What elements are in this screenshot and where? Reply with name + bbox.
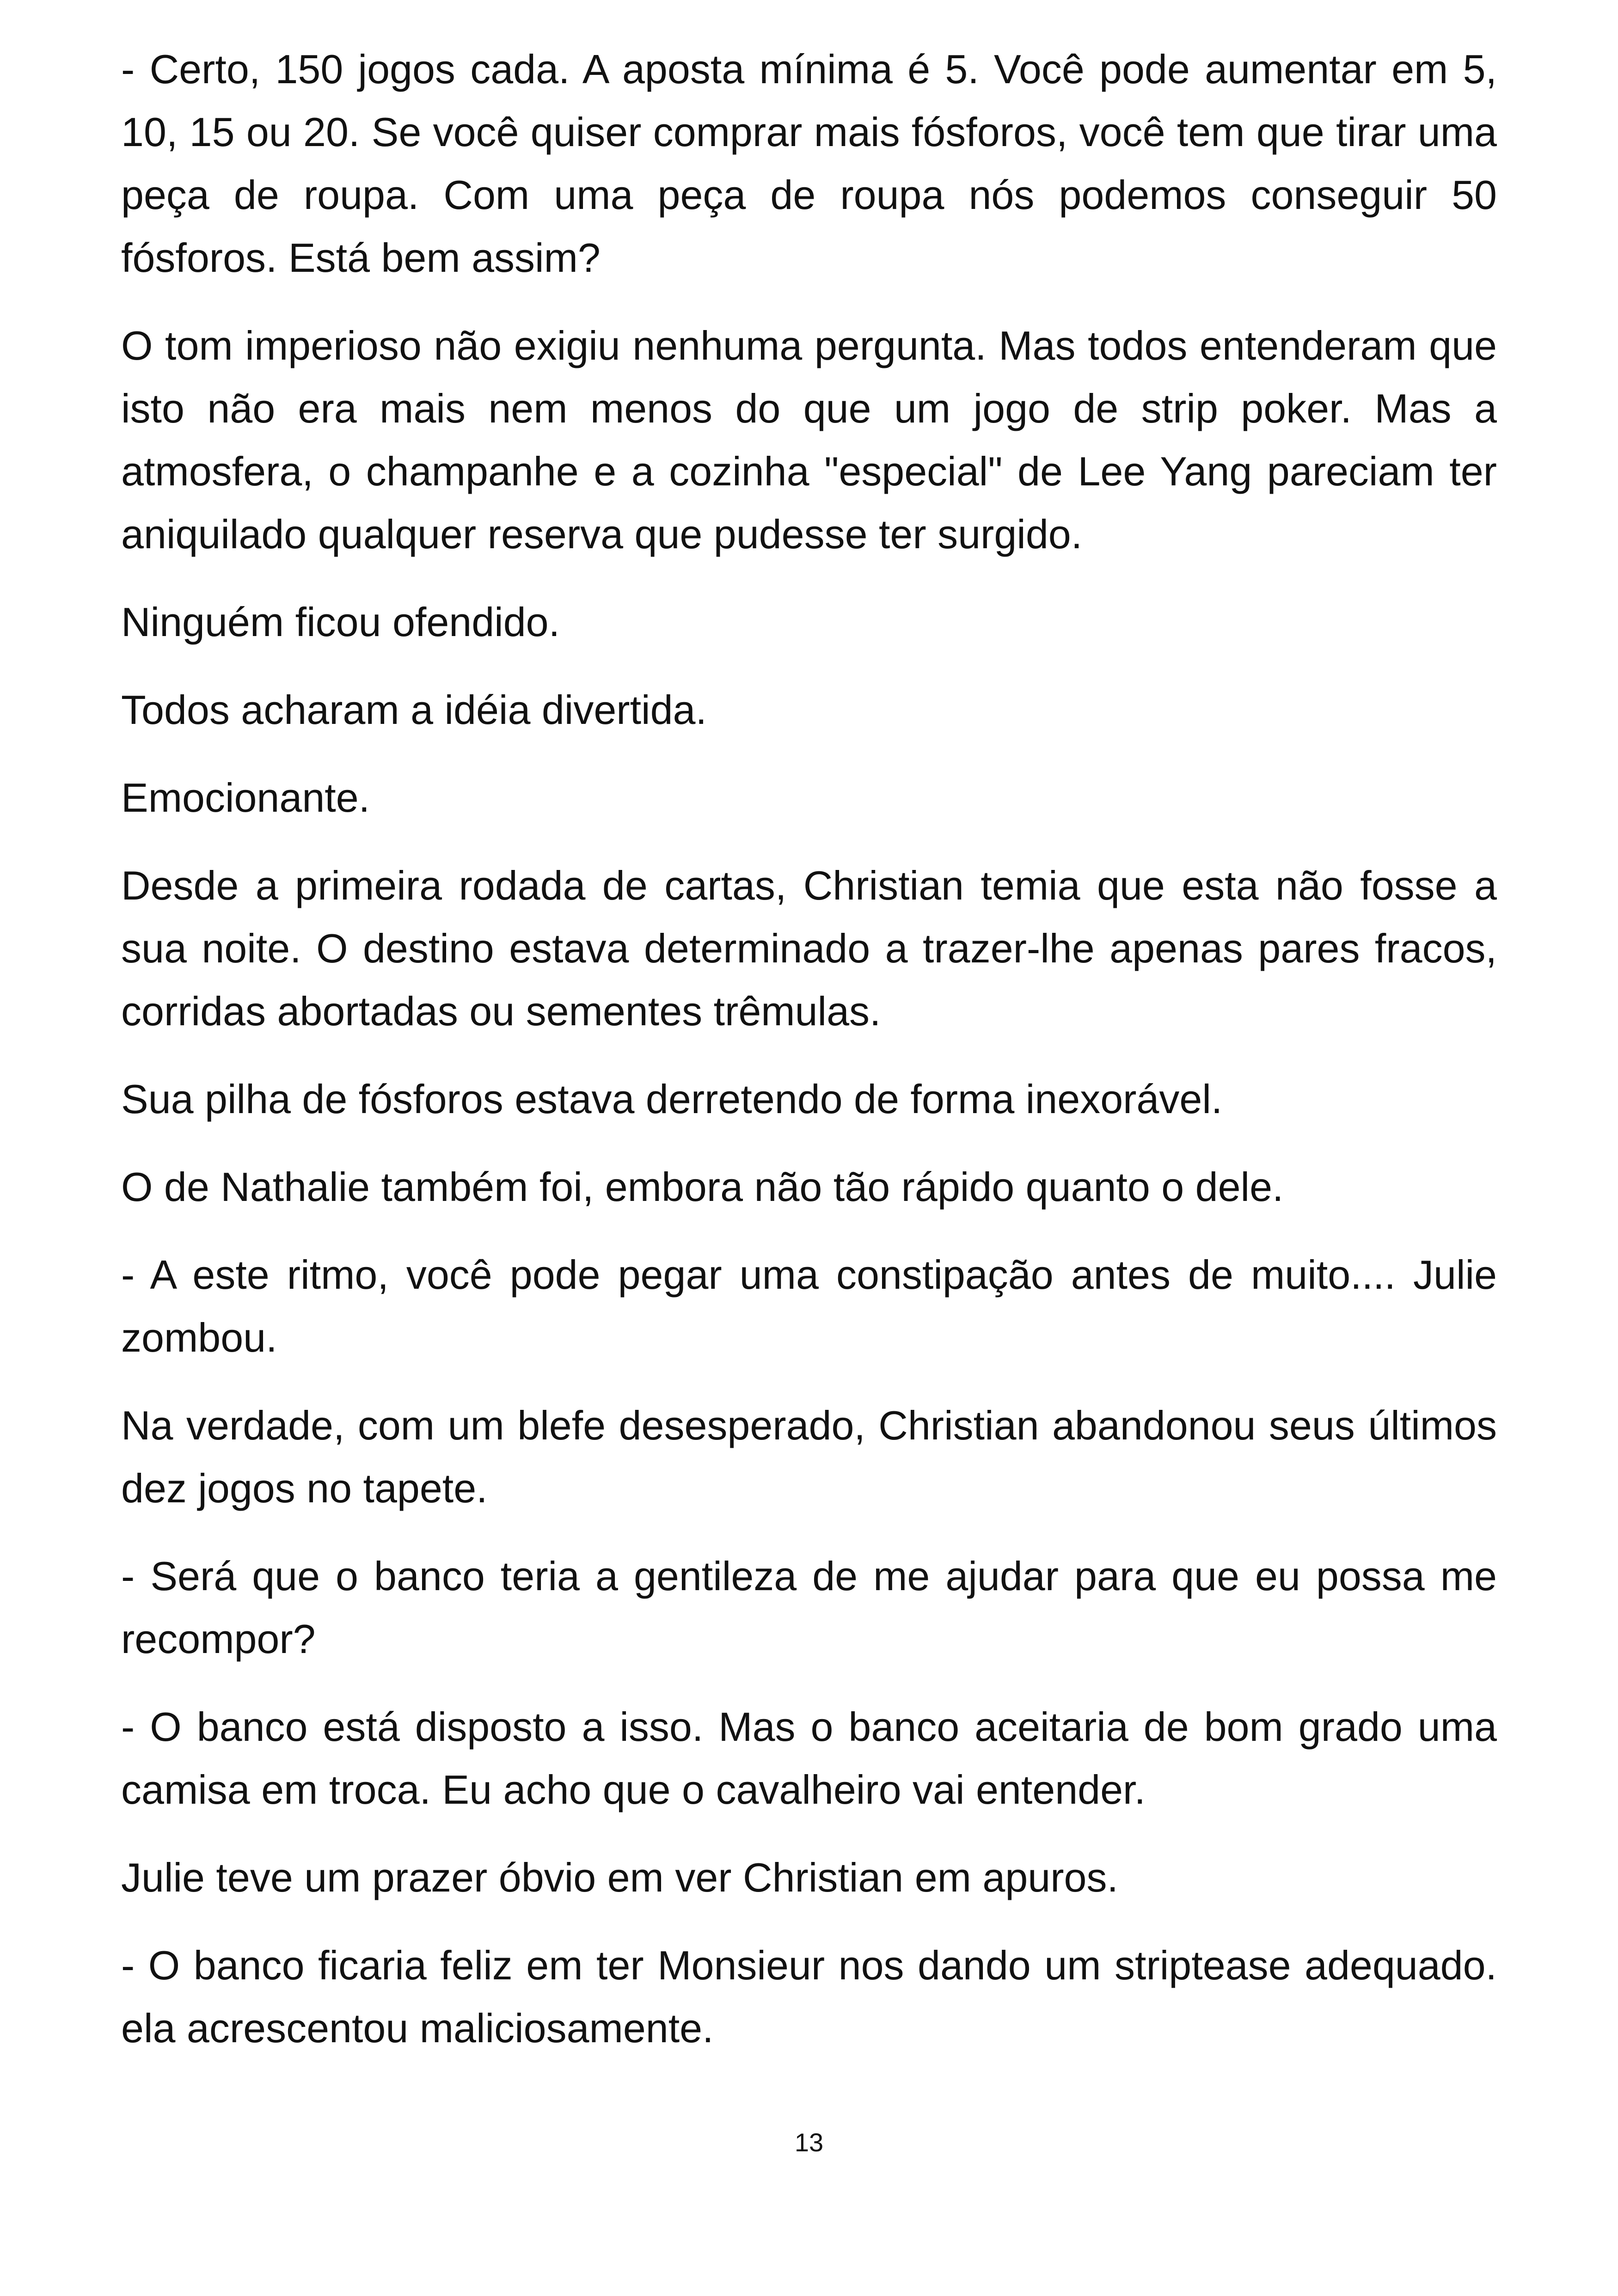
paragraph-8: O de Nathalie também foi, embora não tão rápido quanto o dele. bbox=[121, 1164, 1284, 1210]
paragraph-4: Todos acharam a idéia divertida. bbox=[121, 687, 707, 733]
page-number: 13 bbox=[794, 2128, 824, 2157]
paragraph-9: - A este ritmo, você pode pegar uma constipação antes de muito.... Julie zombou. bbox=[121, 1252, 1497, 1360]
paragraph-11: - Será que o banco teria a gentileza de me ajudar para que eu possa me recompor? bbox=[121, 1553, 1497, 1662]
paragraph-7: Sua pilha de fósforos estava derretendo de forma inexorável. bbox=[121, 1076, 1223, 1122]
paragraph-12: - O banco está disposto a isso. Mas o banco aceitaria de bom grado uma camisa em troca. Eu acho que o cavalheiro vai entender. bbox=[121, 1704, 1497, 1812]
paragraph-13: Julie teve um prazer óbvio em ver Christian em apuros. bbox=[121, 1855, 1118, 1900]
paragraph-14: - O banco ficaria feliz em ter Monsieur nos dando um striptease adequado. ela acrescentou maliciosamente. bbox=[121, 1942, 1497, 2051]
paragraph-10: Na verdade, com um blefe desesperado, Christian abandonou seus últimos dez jogos no tapete. bbox=[121, 1402, 1497, 1511]
paragraph-5: Emocionante. bbox=[121, 775, 370, 820]
paragraph-1: - Certo, 150 jogos cada. A aposta mínima é 5. Você pode aumentar em 5, 10, 15 ou 20. Se você quiser comprar mais fósforos, você tem que tirar uma peça de roupa. Com uma peça de roupa nós podemos conseguir 50 fósforos. Está bem assim? bbox=[121, 46, 1497, 281]
page-body bbox=[121, 38, 1497, 2085]
paragraph-6: Desde a primeira rodada de cartas, Christian temia que esta não fosse a sua noite. O destino estava determinado a trazer-lhe apenas pares fracos, corridas abortadas ou sementes trêmulas. bbox=[121, 863, 1497, 1034]
paragraph-2: O tom imperioso não exigiu nenhuma pergunta. Mas todos entenderam que isto não era mais nem menos do que um jogo de strip poker. Mas a atmosfera, o champanhe e a cozinha "especial" de Lee Yang pareciam ter aniquilado qualquer reserva que pudesse ter surgido. bbox=[121, 323, 1497, 557]
paragraph-3: Ninguém ficou ofendido. bbox=[121, 599, 560, 645]
